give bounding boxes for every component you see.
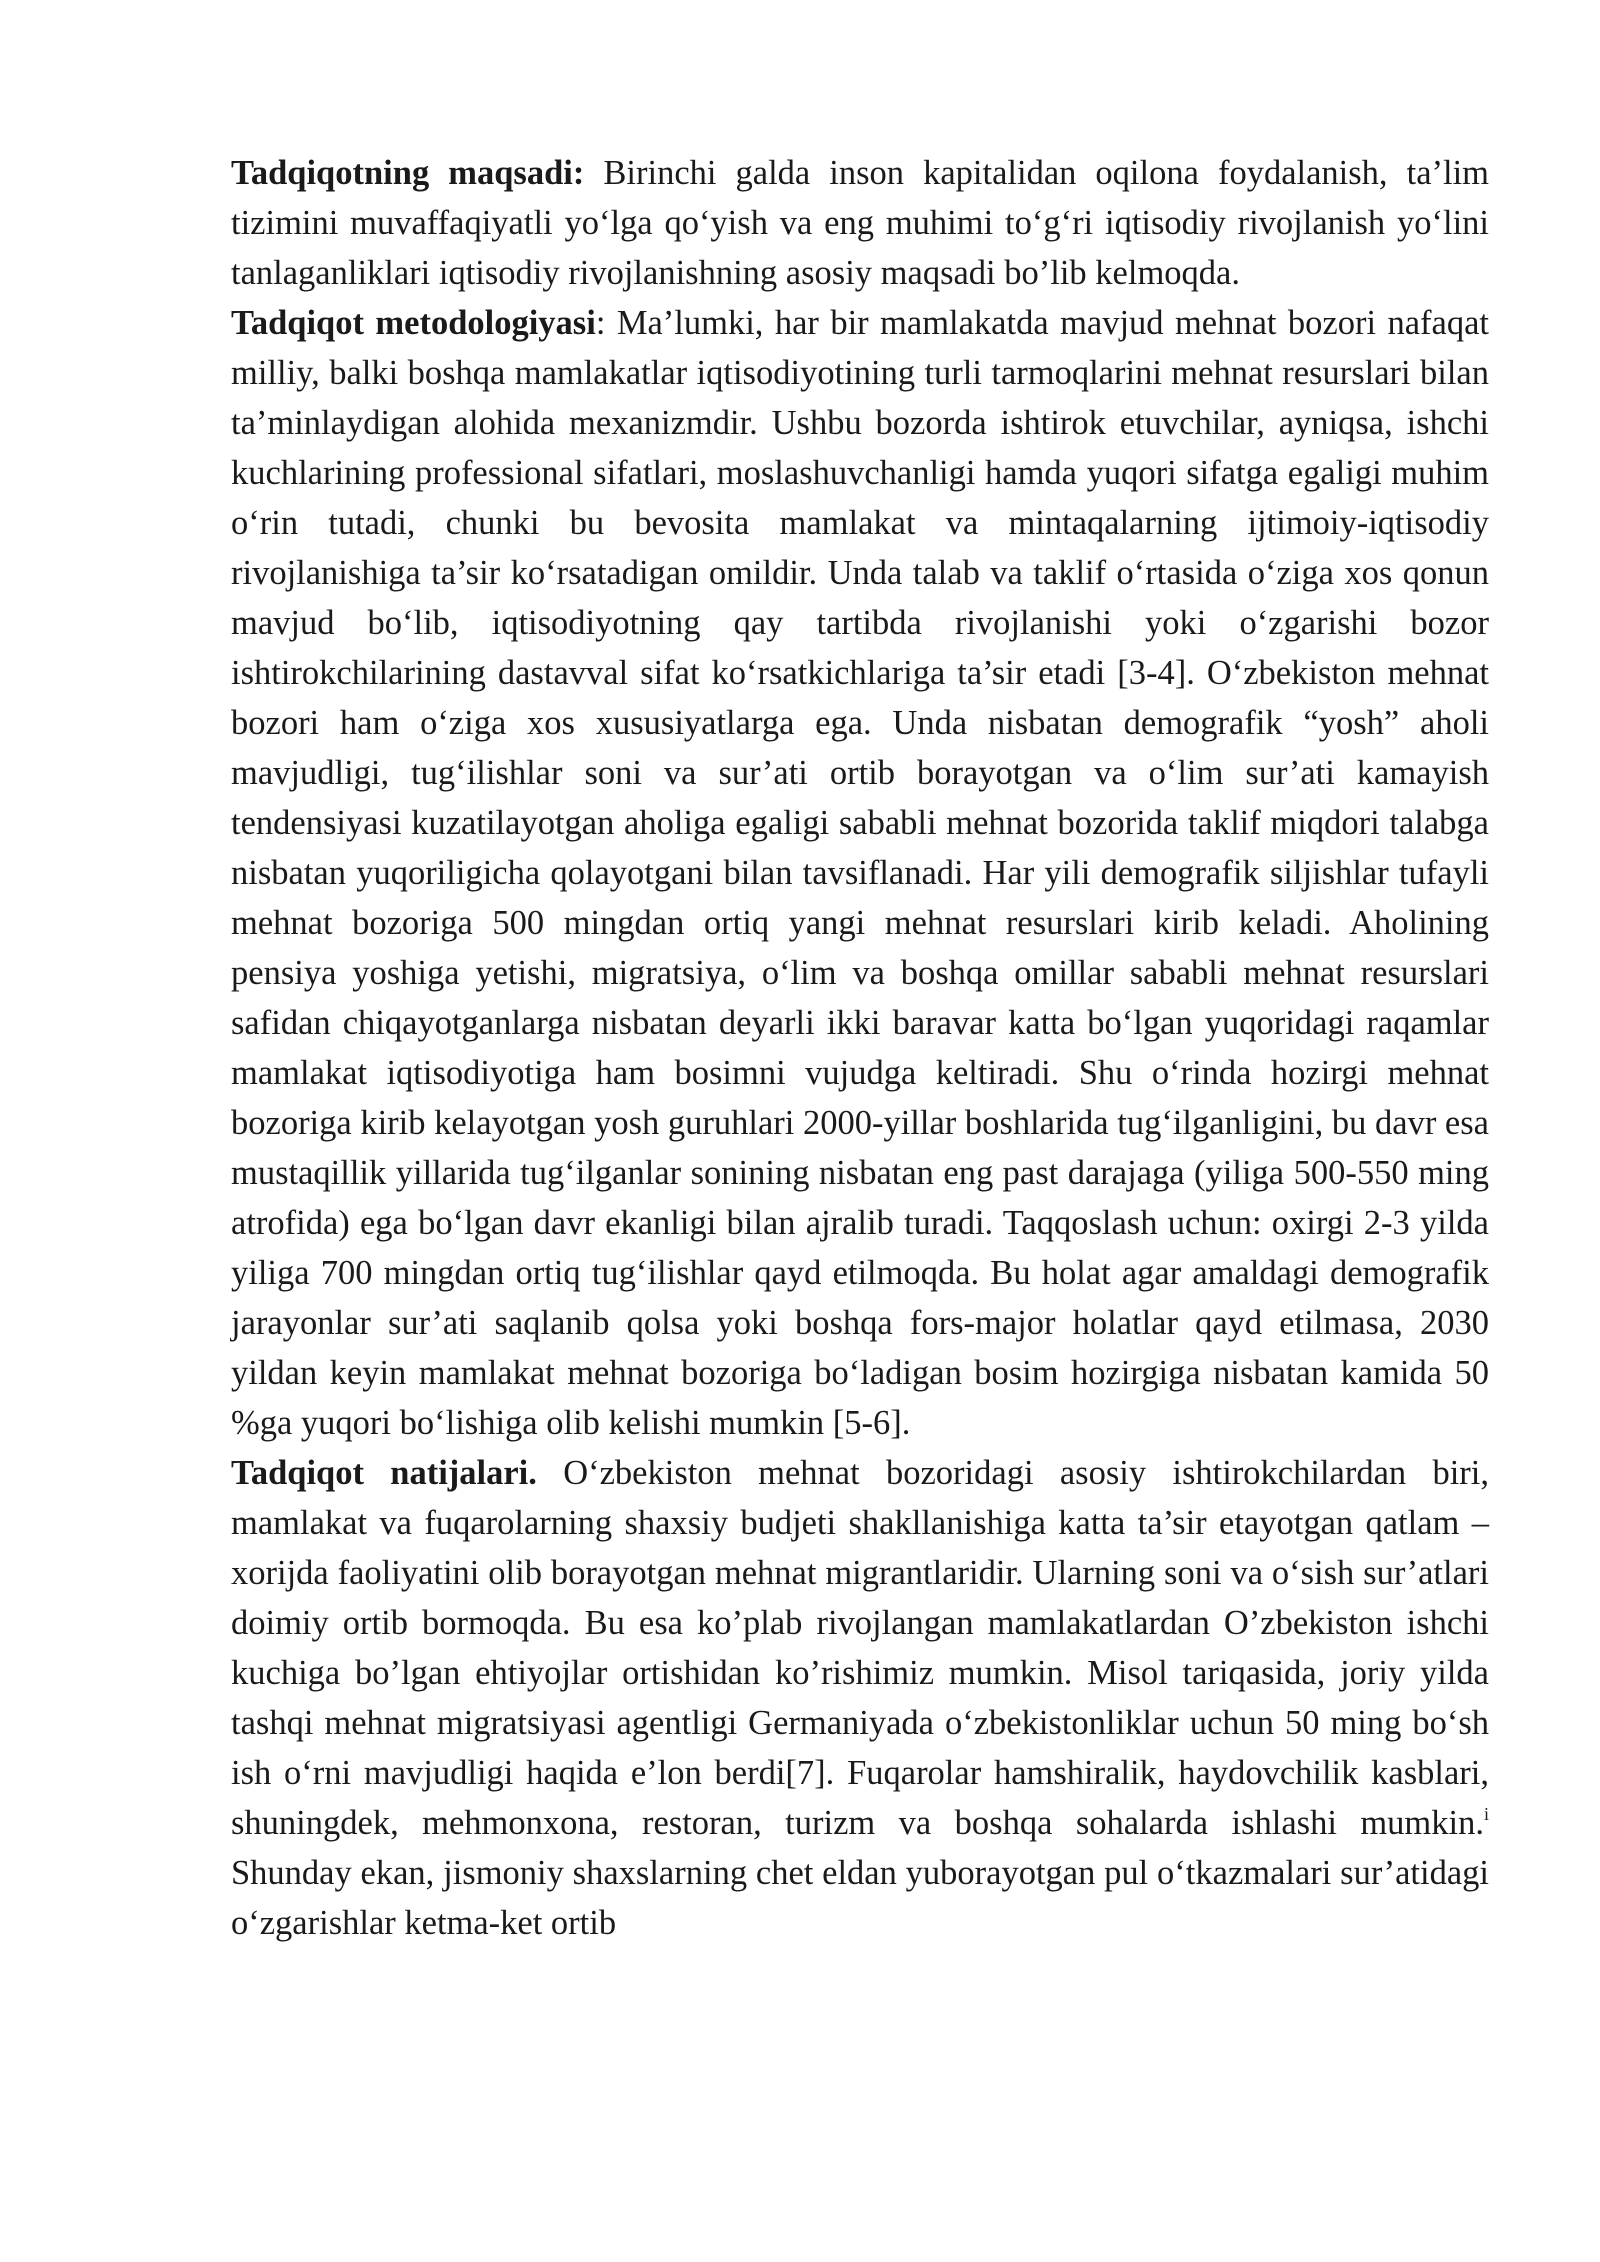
heading-research-goal: Tadqiqotning maqsadi: (231, 154, 585, 192)
document-page (231, 148, 1489, 1948)
text-results-continued: Shunday ekan, jismoniy shaxslarning chet eldan yuborayotgan pul o‘tkazmalari sur’atidagi o‘zgarishlar ketma-ket ortib (231, 1854, 1489, 1942)
footnote-marker[interactable]: i (1483, 1804, 1489, 1824)
heading-methodology: Tadqiqot metodologiyasi (231, 304, 596, 342)
text-methodology: : Ma’lumki, har bir mamlakatda mavjud mehnat bozori nafaqat milliy, balki boshqa mamlakatlar iqtisodiyotining turli tarmoqlarini mehnat resurslari bilan ta’minlaydigan alohida mexanizmdir. Ushbu bozorda ishtirok etuvchilar, ayniqsa, ishchi kuchlarining professional sifatlari, moslashuvchanligi hamda yuqori sifatga egaligi muhim o‘rin tutadi, chunki bu bevosita mamlakat va mintaqalarning ijtimoiy-iqtisodiy rivojlanishiga ta’sir ko‘rsatadigan omildir. Unda talab va taklif o‘rtasida o‘ziga xos qonun mavjud bo‘lib, iqtisodiyotning qay tartibda rivojlanishi yoki o‘zgarishi bozor ishtirokchilarining dastavval sifat ko‘rsatkichlariga ta’sir etadi [3-4]. O‘zbekiston mehnat bozori ham o‘ziga xos xususiyatlarga ega. Unda nisbatan demografik “yosh” aholi mavjudligi, tug‘ilishlar soni va sur’ati ortib borayotgan va o‘lim sur’ati kamayish tendensiyasi kuzatilayotgan aholiga egaligi sababli mehnat bozorida taklif miqdori talabga nisbatan yuqoriligicha qolayotgani bilan tavsiflanadi. Har yili demografik siljishlar tufayli mehnat bozoriga 500 mingdan ortiq yangi mehnat resurslari kirib keladi. Aholining pensiya yoshiga yetishi, migratsiya, o‘lim va boshqa omillar sababli mehnat resurslari safidan chiqayotganlarga nisbatan deyarli ikki baravar katta bo‘lgan yuqoridagi raqamlar mamlakat iqtisodiyotiga ham bosimni vujudga keltiradi. Shu o‘rinda hozirgi mehnat bozoriga kirib kelayotgan yosh guruhlari 2000-yillar boshlarida tug‘ilganligini, bu davr esa mustaqillik yillarida tug‘ilganlar sonining nisbatan eng past darajaga (yiliga 500-550 ming atrofida) ega bo‘lgan davr ekanligi bilan ajralib turadi. Taqqoslash uchun: oxirgi 2-3 yilda yiliga 700 mingdan ortiq tug‘ilishlar qayd etilmoqda. Bu holat agar amaldagi demografik jarayonlar sur’ati saqlanib qolsa yoki boshqa fors-major holatlar qayd etilmasa, 2030 yildan keyin mamlakat mehnat bozoriga bo‘ladigan bosim hozirgiga nisbatan kamida 50 %ga yuqori bo‘lishiga olib kelishi mumkin [5-6]. (231, 304, 1489, 1442)
paragraph-research-goal (231, 148, 1489, 298)
paragraph-results (231, 1448, 1489, 1948)
text-research-goal: Birinchi galda inson kapitalidan oqilona foydalanish, ta’lim tizimini muvaffaqiyatli yo‘lga qo‘yish va eng muhimi to‘g‘ri iqtisodiy rivojlanish yo‘lini tanlaganliklari iqtisodiy rivojlanishning asosiy maqsadi bo’lib kelmoqda. (231, 154, 1489, 292)
paragraph-methodology (231, 298, 1489, 1448)
heading-results: Tadqiqot natijalari. (231, 1454, 537, 1492)
text-results: O‘zbekiston mehnat bozoridagi asosiy ishtirokchilardan biri, mamlakat va fuqarolarning shaxsiy budjeti shakllanishiga katta ta’sir etayotgan qatlam – xorijda faoliyatini olib borayotgan mehnat migrantlaridir. Ularning soni va o‘sish sur’atlari doimiy ortib bormoqda. Bu esa ko’plab rivojlangan mamlakatlardan O’zbekiston ishchi kuchiga bo’lgan ehtiyojlar ortishidan ko’rishimiz mumkin. Misol tariqasida, joriy yilda tashqi mehnat migratsiyasi agentligi Germaniyada o‘zbekistonliklar uchun 50 ming bo‘sh ish o‘rni mavjudligi haqida e’lon berdi[7]. Fuqarolar hamshiralik, haydovchilik kasblari, shuningdek, mehmonxona, restoran, turizm va boshqa sohalarda ishlashi mumkin. (231, 1454, 1489, 1842)
